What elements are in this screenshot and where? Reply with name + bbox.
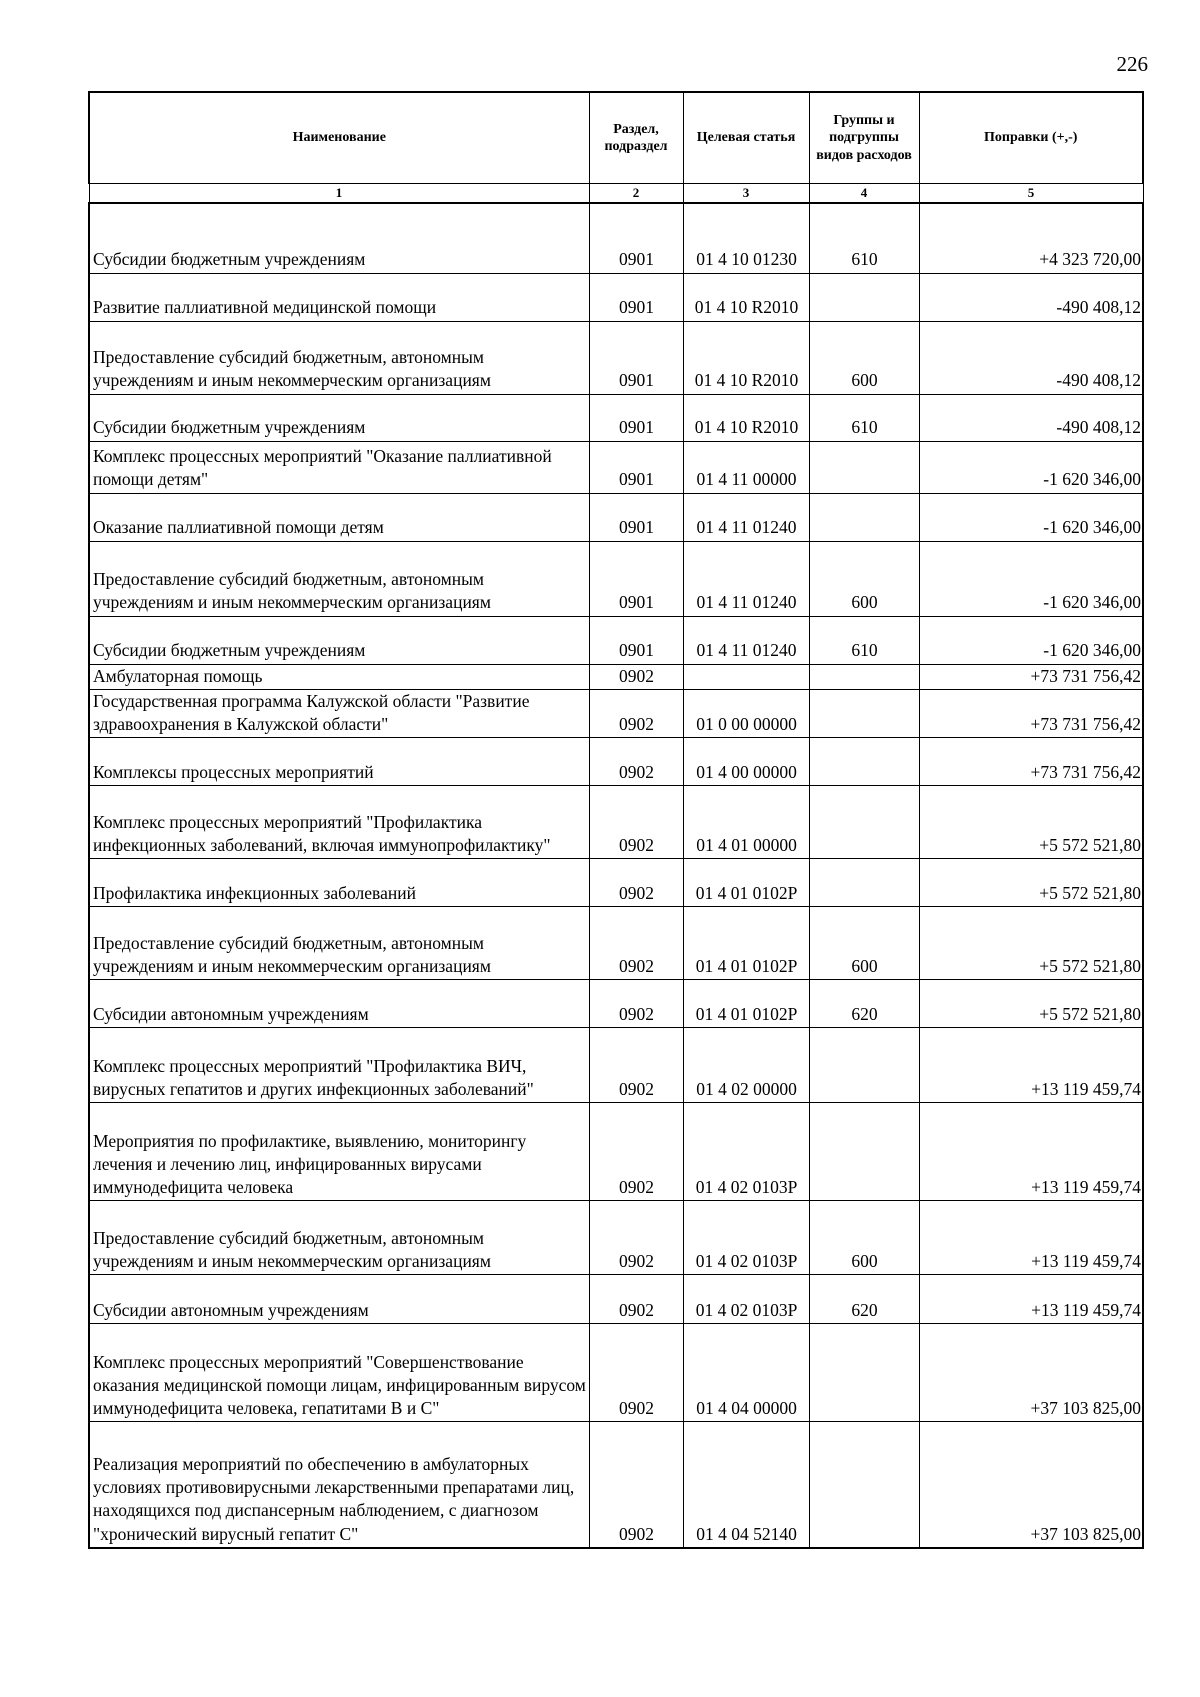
row-section: 0901: [589, 321, 683, 394]
row-group: [809, 493, 919, 541]
row-name: Субсидии автономным учреждениям: [89, 1275, 589, 1324]
row-article: 01 4 01 0102Р: [683, 859, 809, 907]
table-row: [89, 1201, 1143, 1275]
row-amount: +5 572 521,80: [919, 980, 1143, 1028]
row-section: 0901: [589, 616, 683, 664]
row-group: [809, 664, 919, 689]
row-amount: +13 119 459,74: [919, 1201, 1143, 1275]
table-row: [89, 689, 1143, 738]
column-number: 2: [589, 184, 683, 204]
table-row: [89, 907, 1143, 980]
table-row: [89, 859, 1143, 907]
header-group: Группы и подгруппы видов расходов: [809, 92, 919, 184]
row-article: 01 4 11 01240: [683, 541, 809, 616]
table-row: [89, 441, 1143, 493]
row-article: 01 4 02 00000: [683, 1028, 809, 1103]
row-name: Субсидии бюджетным учреждениям: [89, 394, 589, 441]
row-amount: -1 620 346,00: [919, 493, 1143, 541]
row-article: 01 4 01 00000: [683, 786, 809, 859]
row-section: 0902: [589, 1275, 683, 1324]
page-number: 226: [1116, 52, 1148, 76]
row-group: [809, 786, 919, 859]
row-group: 600: [809, 541, 919, 616]
column-number: 5: [919, 184, 1143, 204]
row-amount: +37 103 825,00: [919, 1324, 1143, 1422]
table-header-row: [89, 92, 1143, 184]
row-section: 0902: [589, 664, 683, 689]
row-group: [809, 1422, 919, 1548]
row-article: 01 4 02 0103Р: [683, 1275, 809, 1324]
row-group: [809, 1324, 919, 1422]
row-name: Комплексы процессных мероприятий: [89, 738, 589, 786]
row-article: 01 4 10 R2010: [683, 394, 809, 441]
row-name: Предоставление субсидий бюджетным, автономным учреждениям и иным некоммерческим организациям: [89, 1201, 589, 1275]
row-section: 0902: [589, 980, 683, 1028]
table-row: [89, 203, 1143, 273]
row-group: 620: [809, 1275, 919, 1324]
row-name: Комплекс процессных мероприятий "Совершенствование оказания медицинской помощи лицам, инфицированным вирусом иммунодефицита человека, гепатитами В и С": [89, 1324, 589, 1422]
row-section: 0901: [589, 273, 683, 321]
row-name: Предоставление субсидий бюджетным, автономным учреждениям и иным некоммерческим организациям: [89, 541, 589, 616]
table-row: [89, 786, 1143, 859]
row-section: 0902: [589, 1028, 683, 1103]
row-name: Государственная программа Калужской области "Развитие здравоохранения в Калужской области": [89, 689, 589, 738]
row-amount: -1 620 346,00: [919, 616, 1143, 664]
row-article: 01 4 11 01240: [683, 493, 809, 541]
column-number-row: [89, 184, 1143, 204]
row-group: 600: [809, 1201, 919, 1275]
budget-amendments-table: [88, 91, 1144, 1549]
row-amount: +4 323 720,00: [919, 203, 1143, 273]
table-row: [89, 1275, 1143, 1324]
row-amount: +73 731 756,42: [919, 664, 1143, 689]
row-amount: +5 572 521,80: [919, 907, 1143, 980]
row-article: 01 0 00 00000: [683, 689, 809, 738]
row-name: Субсидии бюджетным учреждениям: [89, 203, 589, 273]
row-group: [809, 738, 919, 786]
row-article: 01 4 11 00000: [683, 441, 809, 493]
table-row: [89, 1422, 1143, 1548]
row-section: 0902: [589, 907, 683, 980]
row-name: Предоставление субсидий бюджетным, автономным учреждениям и иным некоммерческим организациям: [89, 907, 589, 980]
row-article: [683, 664, 809, 689]
row-group: [809, 273, 919, 321]
row-article: 01 4 01 0102Р: [683, 980, 809, 1028]
table-row: [89, 664, 1143, 689]
row-name: Субсидии бюджетным учреждениям: [89, 616, 589, 664]
row-article: 01 4 10 R2010: [683, 321, 809, 394]
row-name: Развитие паллиативной медицинской помощи: [89, 273, 589, 321]
row-group: [809, 859, 919, 907]
row-amount: +73 731 756,42: [919, 689, 1143, 738]
header-amount: Поправки (+,-): [919, 92, 1143, 184]
row-amount: -490 408,12: [919, 394, 1143, 441]
row-article: 01 4 00 00000: [683, 738, 809, 786]
table-row: [89, 493, 1143, 541]
column-number: 4: [809, 184, 919, 204]
column-number: 1: [89, 184, 589, 204]
row-article: 01 4 02 0103Р: [683, 1201, 809, 1275]
row-section: 0902: [589, 738, 683, 786]
row-name: Комплекс процессных мероприятий "Профилактика ВИЧ, вирусных гепатитов и других инфекционных заболеваний": [89, 1028, 589, 1103]
row-amount: +5 572 521,80: [919, 786, 1143, 859]
row-section: 0901: [589, 394, 683, 441]
table-row: [89, 738, 1143, 786]
row-name: Оказание паллиативной помощи детям: [89, 493, 589, 541]
row-group: 600: [809, 907, 919, 980]
table-row: [89, 980, 1143, 1028]
row-section: 0901: [589, 493, 683, 541]
table-row: [89, 321, 1143, 394]
row-amount: +73 731 756,42: [919, 738, 1143, 786]
row-article: 01 4 11 01240: [683, 616, 809, 664]
row-name: Предоставление субсидий бюджетным, автономным учреждениям и иным некоммерческим организациям: [89, 321, 589, 394]
row-article: 01 4 04 00000: [683, 1324, 809, 1422]
row-section: 0901: [589, 203, 683, 273]
row-group: 610: [809, 394, 919, 441]
row-section: 0902: [589, 786, 683, 859]
row-amount: +13 119 459,74: [919, 1028, 1143, 1103]
table-row: [89, 1324, 1143, 1422]
row-group: [809, 1028, 919, 1103]
row-section: 0902: [589, 859, 683, 907]
row-group: 600: [809, 321, 919, 394]
row-article: 01 4 10 01230: [683, 203, 809, 273]
row-group: [809, 1103, 919, 1201]
row-amount: +13 119 459,74: [919, 1275, 1143, 1324]
row-amount: -490 408,12: [919, 321, 1143, 394]
table-row: [89, 541, 1143, 616]
header-section: Раздел, подраздел: [589, 92, 683, 184]
table-row: [89, 616, 1143, 664]
row-name: Комплекс процессных мероприятий "Профилактика инфекционных заболеваний, включая иммунопрофилактику": [89, 786, 589, 859]
row-name: Реализация мероприятий по обеспечению в амбулаторных условиях противовирусными лекарственными препаратами лиц, находящихся под диспансерным наблюдением, с диагнозом "хронический вирусный гепатит С": [89, 1422, 589, 1548]
row-name: Амбулаторная помощь: [89, 664, 589, 689]
row-name: Субсидии автономным учреждениям: [89, 980, 589, 1028]
table-row: [89, 394, 1143, 441]
table-row: [89, 1103, 1143, 1201]
row-group: 610: [809, 203, 919, 273]
row-section: 0901: [589, 441, 683, 493]
row-group: [809, 441, 919, 493]
row-section: 0902: [589, 1201, 683, 1275]
row-name: Комплекс процессных мероприятий "Оказание паллиативной помощи детям": [89, 441, 589, 493]
row-group: 620: [809, 980, 919, 1028]
row-amount: +13 119 459,74: [919, 1103, 1143, 1201]
row-group: [809, 689, 919, 738]
row-amount: -490 408,12: [919, 273, 1143, 321]
table-row: [89, 273, 1143, 321]
table-row: [89, 1028, 1143, 1103]
header-name: Наименование: [89, 92, 589, 184]
row-section: 0902: [589, 1103, 683, 1201]
row-section: 0902: [589, 689, 683, 738]
column-number: 3: [683, 184, 809, 204]
row-section: 0902: [589, 1422, 683, 1548]
row-section: 0901: [589, 541, 683, 616]
row-amount: -1 620 346,00: [919, 541, 1143, 616]
row-amount: +37 103 825,00: [919, 1422, 1143, 1548]
row-section: 0902: [589, 1324, 683, 1422]
row-article: 01 4 02 0103Р: [683, 1103, 809, 1201]
row-amount: +5 572 521,80: [919, 859, 1143, 907]
row-name: Мероприятия по профилактике, выявлению, мониторингу лечения и лечению лиц, инфицированных вирусами иммунодефицита человека: [89, 1103, 589, 1201]
row-name: Профилактика инфекционных заболеваний: [89, 859, 589, 907]
row-article: 01 4 10 R2010: [683, 273, 809, 321]
header-article: Целевая статья: [683, 92, 809, 184]
row-article: 01 4 01 0102Р: [683, 907, 809, 980]
row-amount: -1 620 346,00: [919, 441, 1143, 493]
row-group: 610: [809, 616, 919, 664]
row-article: 01 4 04 52140: [683, 1422, 809, 1548]
